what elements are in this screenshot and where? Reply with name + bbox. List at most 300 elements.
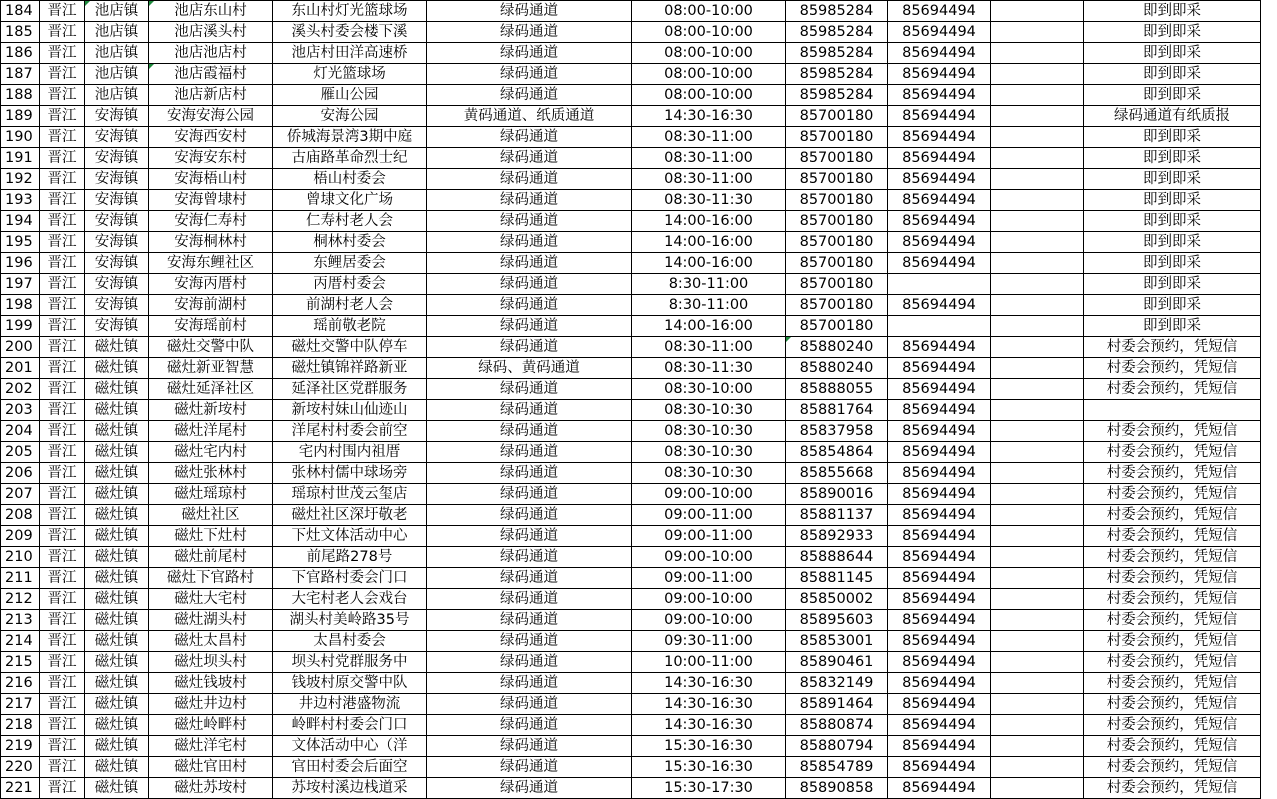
- cell-blank[interactable]: [991, 379, 1084, 400]
- cell-channel[interactable]: 绿码通道: [427, 337, 632, 358]
- cell-channel[interactable]: 绿码通道: [427, 190, 632, 211]
- cell-city[interactable]: 晋江: [40, 316, 85, 337]
- cell-row-number[interactable]: 185: [1, 22, 40, 43]
- cell-row-number[interactable]: 213: [1, 610, 40, 631]
- cell-phone-2[interactable]: 85694494: [888, 568, 991, 589]
- cell-city[interactable]: 晋江: [40, 526, 85, 547]
- cell-town[interactable]: 磁灶镇: [85, 484, 149, 505]
- cell-note[interactable]: 村委会预约，凭短信: [1084, 337, 1261, 358]
- cell-city[interactable]: 晋江: [40, 736, 85, 757]
- cell-channel[interactable]: 绿码通道: [427, 526, 632, 547]
- cell-note[interactable]: 即到即采: [1084, 22, 1261, 43]
- cell-channel[interactable]: 绿码通道: [427, 211, 632, 232]
- cell-address[interactable]: 东山村灯光篮球场: [273, 1, 427, 22]
- cell-channel[interactable]: 绿码通道: [427, 778, 632, 799]
- cell-site-name[interactable]: 磁灶下灶村: [149, 526, 273, 547]
- cell-city[interactable]: 晋江: [40, 148, 85, 169]
- cell-town[interactable]: 磁灶镇: [85, 337, 149, 358]
- cell-address[interactable]: 磁灶交警中队停车: [273, 337, 427, 358]
- cell-address[interactable]: 新垵村妹山仙迹山: [273, 400, 427, 421]
- cell-address[interactable]: 官田村委会后面空: [273, 757, 427, 778]
- cell-city[interactable]: 晋江: [40, 694, 85, 715]
- cell-blank[interactable]: [991, 274, 1084, 295]
- cell-time[interactable]: 08:30-11:00: [632, 127, 786, 148]
- cell-row-number[interactable]: 205: [1, 442, 40, 463]
- cell-time[interactable]: 09:00-10:00: [632, 589, 786, 610]
- cell-city[interactable]: 晋江: [40, 253, 85, 274]
- cell-note[interactable]: 即到即采: [1084, 295, 1261, 316]
- cell-phone[interactable]: 85832149: [786, 673, 888, 694]
- cell-note[interactable]: 即到即采: [1084, 169, 1261, 190]
- cell-row-number[interactable]: 188: [1, 85, 40, 106]
- cell-phone-2[interactable]: 85694494: [888, 358, 991, 379]
- cell-note[interactable]: 村委会预约，凭短信: [1084, 505, 1261, 526]
- cell-address[interactable]: 下灶文体活动中心: [273, 526, 427, 547]
- cell-row-number[interactable]: 210: [1, 547, 40, 568]
- cell-city[interactable]: 晋江: [40, 274, 85, 295]
- cell-city[interactable]: 晋江: [40, 463, 85, 484]
- cell-channel[interactable]: 绿码通道: [427, 253, 632, 274]
- cell-note[interactable]: 绿码通道有纸质报: [1084, 106, 1261, 127]
- cell-note[interactable]: 即到即采: [1084, 64, 1261, 85]
- cell-blank[interactable]: [991, 211, 1084, 232]
- cell-row-number[interactable]: 194: [1, 211, 40, 232]
- cell-note[interactable]: 村委会预约，凭短信: [1084, 757, 1261, 778]
- cell-phone[interactable]: 85700180: [786, 190, 888, 211]
- cell-site-name[interactable]: 磁灶宅内村: [149, 442, 273, 463]
- cell-phone-2[interactable]: 85694494: [888, 169, 991, 190]
- cell-site-name[interactable]: 安海安海公园: [149, 106, 273, 127]
- cell-phone-2[interactable]: 85694494: [888, 547, 991, 568]
- cell-row-number[interactable]: 204: [1, 421, 40, 442]
- cell-town[interactable]: 池店镇: [85, 64, 149, 85]
- cell-channel[interactable]: 绿码通道: [427, 127, 632, 148]
- cell-town[interactable]: 磁灶镇: [85, 589, 149, 610]
- cell-row-number[interactable]: 202: [1, 379, 40, 400]
- cell-town[interactable]: 磁灶镇: [85, 358, 149, 379]
- cell-channel[interactable]: 绿码通道: [427, 610, 632, 631]
- cell-phone-2[interactable]: 85694494: [888, 421, 991, 442]
- cell-row-number[interactable]: 197: [1, 274, 40, 295]
- cell-note[interactable]: 即到即采: [1084, 274, 1261, 295]
- cell-phone[interactable]: 85985284: [786, 22, 888, 43]
- cell-town[interactable]: 磁灶镇: [85, 778, 149, 799]
- cell-channel[interactable]: 绿码通道: [427, 43, 632, 64]
- cell-row-number[interactable]: 189: [1, 106, 40, 127]
- cell-address[interactable]: 前湖村老人会: [273, 295, 427, 316]
- cell-time[interactable]: 08:30-10:30: [632, 400, 786, 421]
- cell-time[interactable]: 8:30-11:00: [632, 274, 786, 295]
- cell-note[interactable]: 村委会预约，凭短信: [1084, 631, 1261, 652]
- cell-town[interactable]: 磁灶镇: [85, 568, 149, 589]
- cell-phone-2[interactable]: 85694494: [888, 1, 991, 22]
- cell-phone-2[interactable]: 85694494: [888, 295, 991, 316]
- cell-site-name[interactable]: 安海东鲤社区: [149, 253, 273, 274]
- cell-phone-2[interactable]: 85694494: [888, 589, 991, 610]
- cell-city[interactable]: 晋江: [40, 1, 85, 22]
- cell-time[interactable]: 15:30-16:30: [632, 736, 786, 757]
- cell-phone-2[interactable]: 85694494: [888, 127, 991, 148]
- cell-blank[interactable]: [991, 547, 1084, 568]
- cell-note[interactable]: 村委会预约，凭短信: [1084, 358, 1261, 379]
- cell-channel[interactable]: 绿码通道: [427, 589, 632, 610]
- cell-address[interactable]: 文体活动中心（洋: [273, 736, 427, 757]
- cell-site-name[interactable]: 磁灶官田村: [149, 757, 273, 778]
- cell-blank[interactable]: [991, 400, 1084, 421]
- cell-blank[interactable]: [991, 736, 1084, 757]
- cell-channel[interactable]: 绿码通道: [427, 316, 632, 337]
- cell-address[interactable]: 瑶琼村世茂云玺店: [273, 484, 427, 505]
- cell-phone[interactable]: 85700180: [786, 295, 888, 316]
- cell-note[interactable]: 村委会预约，凭短信: [1084, 736, 1261, 757]
- cell-town[interactable]: 池店镇: [85, 22, 149, 43]
- cell-channel[interactable]: 绿码通道: [427, 85, 632, 106]
- cell-note[interactable]: 村委会预约，凭短信: [1084, 673, 1261, 694]
- cell-time[interactable]: 14:00-16:00: [632, 232, 786, 253]
- cell-phone[interactable]: 85985284: [786, 43, 888, 64]
- cell-time[interactable]: 14:30-16:30: [632, 673, 786, 694]
- cell-town[interactable]: 磁灶镇: [85, 442, 149, 463]
- cell-town[interactable]: 池店镇: [85, 85, 149, 106]
- cell-site-name[interactable]: 磁灶下官路村: [149, 568, 273, 589]
- cell-row-number[interactable]: 192: [1, 169, 40, 190]
- cell-phone[interactable]: 85700180: [786, 211, 888, 232]
- cell-phone-2[interactable]: 85694494: [888, 232, 991, 253]
- cell-town[interactable]: 安海镇: [85, 316, 149, 337]
- cell-phone[interactable]: 85985284: [786, 85, 888, 106]
- cell-address[interactable]: 东鲤居委会: [273, 253, 427, 274]
- cell-note[interactable]: 即到即采: [1084, 43, 1261, 64]
- cell-city[interactable]: 晋江: [40, 43, 85, 64]
- cell-city[interactable]: 晋江: [40, 211, 85, 232]
- cell-address[interactable]: 磁灶社区深圩敬老: [273, 505, 427, 526]
- cell-note[interactable]: 村委会预约，凭短信: [1084, 547, 1261, 568]
- cell-row-number[interactable]: 186: [1, 43, 40, 64]
- cell-phone-2[interactable]: 85694494: [888, 694, 991, 715]
- cell-note[interactable]: 村委会预约，凭短信: [1084, 379, 1261, 400]
- cell-city[interactable]: 晋江: [40, 631, 85, 652]
- cell-phone[interactable]: 85881764: [786, 400, 888, 421]
- cell-note[interactable]: 村委会预约，凭短信: [1084, 463, 1261, 484]
- cell-channel[interactable]: 绿码通道: [427, 295, 632, 316]
- cell-row-number[interactable]: 206: [1, 463, 40, 484]
- cell-channel[interactable]: 绿码通道: [427, 169, 632, 190]
- cell-note[interactable]: 即到即采: [1084, 1, 1261, 22]
- cell-channel[interactable]: 绿码通道: [427, 442, 632, 463]
- cell-phone[interactable]: 85895603: [786, 610, 888, 631]
- cell-row-number[interactable]: 219: [1, 736, 40, 757]
- cell-city[interactable]: 晋江: [40, 379, 85, 400]
- cell-row-number[interactable]: 217: [1, 694, 40, 715]
- cell-blank[interactable]: [991, 295, 1084, 316]
- cell-phone-2[interactable]: 85694494: [888, 505, 991, 526]
- cell-town[interactable]: 磁灶镇: [85, 715, 149, 736]
- cell-town[interactable]: 池店镇: [85, 43, 149, 64]
- cell-address[interactable]: 灯光篮球场: [273, 64, 427, 85]
- cell-address[interactable]: 洋尾村村委会前空: [273, 421, 427, 442]
- cell-blank[interactable]: [991, 43, 1084, 64]
- cell-city[interactable]: 晋江: [40, 484, 85, 505]
- cell-time[interactable]: 08:00-10:00: [632, 85, 786, 106]
- cell-row-number[interactable]: 198: [1, 295, 40, 316]
- cell-time[interactable]: 08:00-10:00: [632, 22, 786, 43]
- cell-town[interactable]: 磁灶镇: [85, 547, 149, 568]
- cell-blank[interactable]: [991, 64, 1084, 85]
- cell-town[interactable]: 安海镇: [85, 127, 149, 148]
- cell-phone-2[interactable]: [888, 274, 991, 295]
- cell-town[interactable]: 磁灶镇: [85, 379, 149, 400]
- cell-blank[interactable]: [991, 337, 1084, 358]
- cell-phone[interactable]: 85890016: [786, 484, 888, 505]
- cell-address[interactable]: 前尾路278号: [273, 547, 427, 568]
- cell-row-number[interactable]: 220: [1, 757, 40, 778]
- cell-site-name[interactable]: 磁灶洋宅村: [149, 736, 273, 757]
- cell-site-name[interactable]: 磁灶社区: [149, 505, 273, 526]
- cell-site-name[interactable]: 池店池店村: [149, 43, 273, 64]
- cell-phone-2[interactable]: 85694494: [888, 400, 991, 421]
- cell-phone-2[interactable]: 85694494: [888, 610, 991, 631]
- cell-city[interactable]: 晋江: [40, 169, 85, 190]
- cell-blank[interactable]: [991, 253, 1084, 274]
- cell-row-number[interactable]: 215: [1, 652, 40, 673]
- cell-phone-2[interactable]: 85694494: [888, 526, 991, 547]
- cell-time[interactable]: 14:30-16:30: [632, 715, 786, 736]
- cell-note[interactable]: 即到即采: [1084, 85, 1261, 106]
- cell-site-name[interactable]: 磁灶前尾村: [149, 547, 273, 568]
- cell-phone[interactable]: 85985284: [786, 1, 888, 22]
- cell-address[interactable]: 侨城海景湾3期中庭: [273, 127, 427, 148]
- cell-time[interactable]: 14:00-16:00: [632, 316, 786, 337]
- cell-address[interactable]: 磁灶镇锦祥路新亚: [273, 358, 427, 379]
- cell-note[interactable]: 村委会预约，凭短信: [1084, 778, 1261, 799]
- cell-time[interactable]: 14:30-16:30: [632, 694, 786, 715]
- cell-phone[interactable]: 85700180: [786, 169, 888, 190]
- cell-town[interactable]: 安海镇: [85, 106, 149, 127]
- cell-phone-2[interactable]: 85694494: [888, 43, 991, 64]
- cell-address[interactable]: 张林村儒中球场旁: [273, 463, 427, 484]
- cell-phone[interactable]: 85880240: [786, 337, 888, 358]
- cell-blank[interactable]: [991, 631, 1084, 652]
- cell-phone-2[interactable]: [888, 316, 991, 337]
- cell-note[interactable]: 村委会预约，凭短信: [1084, 442, 1261, 463]
- cell-blank[interactable]: [991, 652, 1084, 673]
- cell-address[interactable]: 井边村港盛物流: [273, 694, 427, 715]
- cell-blank[interactable]: [991, 757, 1084, 778]
- cell-town[interactable]: 磁灶镇: [85, 757, 149, 778]
- cell-site-name[interactable]: 磁灶湖头村: [149, 610, 273, 631]
- cell-city[interactable]: 晋江: [40, 610, 85, 631]
- cell-blank[interactable]: [991, 589, 1084, 610]
- cell-town[interactable]: 磁灶镇: [85, 400, 149, 421]
- cell-city[interactable]: 晋江: [40, 232, 85, 253]
- cell-city[interactable]: 晋江: [40, 358, 85, 379]
- cell-note[interactable]: 村委会预约，凭短信: [1084, 589, 1261, 610]
- cell-phone-2[interactable]: 85694494: [888, 148, 991, 169]
- cell-blank[interactable]: [991, 421, 1084, 442]
- cell-phone-2[interactable]: 85694494: [888, 778, 991, 799]
- cell-blank[interactable]: [991, 505, 1084, 526]
- cell-blank[interactable]: [991, 358, 1084, 379]
- cell-town[interactable]: 磁灶镇: [85, 463, 149, 484]
- cell-phone[interactable]: 85891464: [786, 694, 888, 715]
- cell-address[interactable]: 下官路村委会门口: [273, 568, 427, 589]
- cell-row-number[interactable]: 207: [1, 484, 40, 505]
- cell-city[interactable]: 晋江: [40, 589, 85, 610]
- cell-phone[interactable]: 85890858: [786, 778, 888, 799]
- cell-phone-2[interactable]: 85694494: [888, 253, 991, 274]
- cell-site-name[interactable]: 磁灶瑶琼村: [149, 484, 273, 505]
- cell-site-name[interactable]: 磁灶新垵村: [149, 400, 273, 421]
- cell-phone-2[interactable]: 85694494: [888, 85, 991, 106]
- cell-phone[interactable]: 85985284: [786, 64, 888, 85]
- cell-row-number[interactable]: 201: [1, 358, 40, 379]
- cell-city[interactable]: 晋江: [40, 400, 85, 421]
- cell-time[interactable]: 09:00-10:00: [632, 610, 786, 631]
- cell-channel[interactable]: 绿码通道: [427, 736, 632, 757]
- cell-phone[interactable]: 85854864: [786, 442, 888, 463]
- cell-site-name[interactable]: 池店新店村: [149, 85, 273, 106]
- cell-note[interactable]: 村委会预约，凭短信: [1084, 421, 1261, 442]
- cell-town[interactable]: 磁灶镇: [85, 694, 149, 715]
- cell-blank[interactable]: [991, 463, 1084, 484]
- cell-site-name[interactable]: 安海桐林村: [149, 232, 273, 253]
- cell-town[interactable]: 磁灶镇: [85, 610, 149, 631]
- cell-phone[interactable]: 85700180: [786, 127, 888, 148]
- cell-town[interactable]: 磁灶镇: [85, 505, 149, 526]
- cell-row-number[interactable]: 184: [1, 1, 40, 22]
- cell-address[interactable]: 湖头村美岭路35号: [273, 610, 427, 631]
- cell-channel[interactable]: 绿码通道: [427, 715, 632, 736]
- cell-address[interactable]: 溪头村委会楼下溪: [273, 22, 427, 43]
- cell-channel[interactable]: 绿码通道: [427, 484, 632, 505]
- cell-address[interactable]: 仁寿村老人会: [273, 211, 427, 232]
- cell-city[interactable]: 晋江: [40, 337, 85, 358]
- cell-blank[interactable]: [991, 169, 1084, 190]
- cell-phone-2[interactable]: 85694494: [888, 715, 991, 736]
- cell-channel[interactable]: 绿码、黄码通道: [427, 358, 632, 379]
- cell-address[interactable]: 苏垵村溪边栈道采: [273, 778, 427, 799]
- cell-town[interactable]: 安海镇: [85, 190, 149, 211]
- cell-note[interactable]: 即到即采: [1084, 190, 1261, 211]
- cell-phone-2[interactable]: 85694494: [888, 442, 991, 463]
- cell-address[interactable]: 岭畔村村委会门口: [273, 715, 427, 736]
- cell-town[interactable]: 安海镇: [85, 232, 149, 253]
- cell-phone-2[interactable]: 85694494: [888, 757, 991, 778]
- cell-time[interactable]: 08:30-11:00: [632, 169, 786, 190]
- cell-time[interactable]: 08:30-11:00: [632, 148, 786, 169]
- cell-channel[interactable]: 绿码通道: [427, 652, 632, 673]
- cell-address[interactable]: 桐林村委会: [273, 232, 427, 253]
- cell-blank[interactable]: [991, 778, 1084, 799]
- cell-site-name[interactable]: 安海安东村: [149, 148, 273, 169]
- cell-blank[interactable]: [991, 148, 1084, 169]
- cell-time[interactable]: 08:30-10:30: [632, 442, 786, 463]
- cell-time[interactable]: 8:30-11:00: [632, 295, 786, 316]
- cell-address[interactable]: 梧山村委会: [273, 169, 427, 190]
- cell-phone-2[interactable]: 85694494: [888, 337, 991, 358]
- cell-site-name[interactable]: 安海仁寿村: [149, 211, 273, 232]
- cell-blank[interactable]: [991, 316, 1084, 337]
- cell-town[interactable]: 磁灶镇: [85, 631, 149, 652]
- cell-site-name[interactable]: 磁灶新亚智慧: [149, 358, 273, 379]
- cell-row-number[interactable]: 187: [1, 64, 40, 85]
- cell-channel[interactable]: 绿码通道: [427, 694, 632, 715]
- cell-note[interactable]: 即到即采: [1084, 148, 1261, 169]
- cell-channel[interactable]: 绿码通道: [427, 757, 632, 778]
- cell-city[interactable]: 晋江: [40, 778, 85, 799]
- cell-note[interactable]: 村委会预约，凭短信: [1084, 484, 1261, 505]
- cell-note[interactable]: 村委会预约，凭短信: [1084, 694, 1261, 715]
- cell-blank[interactable]: [991, 526, 1084, 547]
- cell-note[interactable]: 即到即采: [1084, 211, 1261, 232]
- cell-channel[interactable]: 绿码通道: [427, 148, 632, 169]
- cell-phone-2[interactable]: 85694494: [888, 211, 991, 232]
- cell-note[interactable]: 即到即采: [1084, 316, 1261, 337]
- cell-site-name[interactable]: 磁灶钱坡村: [149, 673, 273, 694]
- cell-address[interactable]: 丙厝村委会: [273, 274, 427, 295]
- cell-time[interactable]: 15:30-17:30: [632, 778, 786, 799]
- cell-city[interactable]: 晋江: [40, 673, 85, 694]
- cell-blank[interactable]: [991, 715, 1084, 736]
- cell-town[interactable]: 磁灶镇: [85, 652, 149, 673]
- cell-address[interactable]: 雁山公园: [273, 85, 427, 106]
- cell-address[interactable]: 坝头村党群服务中: [273, 652, 427, 673]
- cell-row-number[interactable]: 191: [1, 148, 40, 169]
- cell-site-name[interactable]: 安海瑶前村: [149, 316, 273, 337]
- cell-row-number[interactable]: 212: [1, 589, 40, 610]
- cell-city[interactable]: 晋江: [40, 421, 85, 442]
- cell-city[interactable]: 晋江: [40, 127, 85, 148]
- cell-phone[interactable]: 85890461: [786, 652, 888, 673]
- cell-note[interactable]: 村委会预约，凭短信: [1084, 568, 1261, 589]
- cell-blank[interactable]: [991, 442, 1084, 463]
- cell-row-number[interactable]: 193: [1, 190, 40, 211]
- cell-phone[interactable]: 85881145: [786, 568, 888, 589]
- cell-time[interactable]: 08:30-10:30: [632, 463, 786, 484]
- cell-channel[interactable]: 绿码通道: [427, 547, 632, 568]
- cell-phone[interactable]: 85892933: [786, 526, 888, 547]
- cell-town[interactable]: 安海镇: [85, 148, 149, 169]
- cell-row-number[interactable]: 203: [1, 400, 40, 421]
- cell-blank[interactable]: [991, 610, 1084, 631]
- cell-phone[interactable]: 85880874: [786, 715, 888, 736]
- cell-town[interactable]: 安海镇: [85, 295, 149, 316]
- cell-address[interactable]: 安海公园: [273, 106, 427, 127]
- cell-phone[interactable]: 85700180: [786, 274, 888, 295]
- cell-town[interactable]: 磁灶镇: [85, 673, 149, 694]
- cell-blank[interactable]: [991, 568, 1084, 589]
- cell-time[interactable]: 09:00-10:00: [632, 484, 786, 505]
- cell-town[interactable]: 安海镇: [85, 253, 149, 274]
- cell-note[interactable]: 即到即采: [1084, 127, 1261, 148]
- cell-channel[interactable]: 绿码通道: [427, 64, 632, 85]
- cell-time[interactable]: 08:00-10:00: [632, 1, 786, 22]
- cell-row-number[interactable]: 211: [1, 568, 40, 589]
- cell-time[interactable]: 09:00-11:00: [632, 568, 786, 589]
- cell-time[interactable]: 08:30-10:00: [632, 379, 786, 400]
- cell-phone[interactable]: 85888055: [786, 379, 888, 400]
- cell-note[interactable]: 村委会预约，凭短信: [1084, 610, 1261, 631]
- cell-site-name[interactable]: 安海西安村: [149, 127, 273, 148]
- cell-blank[interactable]: [991, 1, 1084, 22]
- cell-address[interactable]: 钱坡村原交警中队: [273, 673, 427, 694]
- cell-phone[interactable]: 85854789: [786, 757, 888, 778]
- cell-time[interactable]: 15:30-16:30: [632, 757, 786, 778]
- cell-time[interactable]: 09:30-11:00: [632, 631, 786, 652]
- cell-time[interactable]: 08:00-10:00: [632, 43, 786, 64]
- cell-address[interactable]: 瑶前敬老院: [273, 316, 427, 337]
- cell-city[interactable]: 晋江: [40, 442, 85, 463]
